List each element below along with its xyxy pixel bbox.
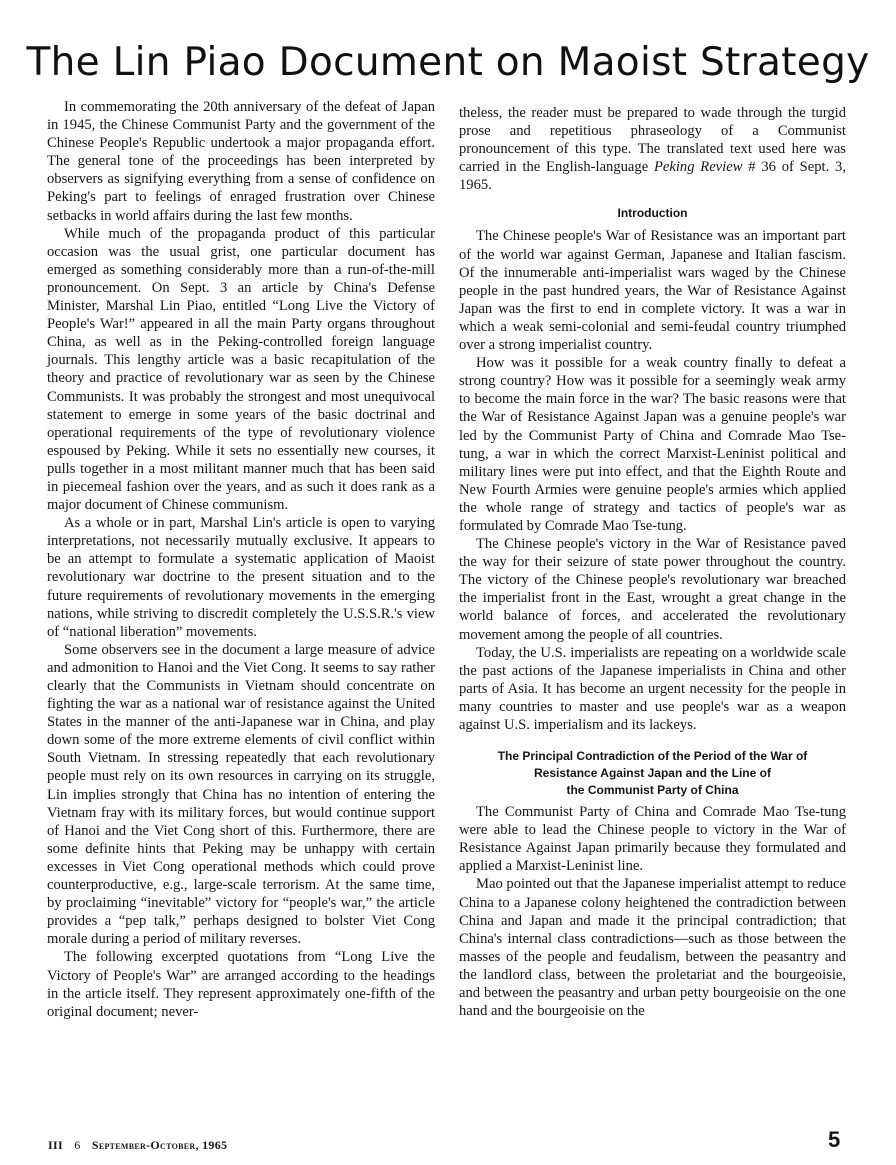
section-heading-principal-contradiction xyxy=(459,748,846,799)
volume-number: III xyxy=(48,1138,63,1152)
source-publication: Peking Review xyxy=(653,159,743,176)
body-paragraph: How was it possible for a weak country finally to defeat a strong country? How was it possible for a seemingly weak army to become the main force in the war? The basic reasons were that the War of Resistance Against Japan was a genuine people's war led by the Communist Party of China and Comrade Mao Tse-tung, a war in which the correct Marxist-Leninist political and military lines were put into effect, and that the Eighth Route and New Fourth Armies were genuine people's armies which applied the whole range of strategy and tactics of people's war as formulated by Comrade Mao Tse-tung. xyxy=(459,355,846,534)
issue-number: 6 xyxy=(74,1138,81,1152)
heading-line: the Communist Party of China xyxy=(566,783,739,798)
continued-paragraph xyxy=(459,104,846,194)
left-column xyxy=(47,98,435,1021)
page-number: 5 xyxy=(828,1127,841,1152)
body-paragraph: The Communist Party of China and Comrade Mao Tse-tung were able to lead the Chinese people to victory in the War of Resistance Against Japan primarily because they formulated and applied a Marxist-Leninist line. xyxy=(459,804,846,875)
article-title: The Lin Piao Document on Maoist Strategy xyxy=(26,40,870,85)
body-paragraph: The Chinese people's victory in the War of Resistance paved the way for their seizure of state power throughout the country. The victory of the Chinese people's revolutionary war breached the imperialist front in the East, wrought a great change in the world balance of forces, and accelerated the revolutionary movement among the people of all countries. xyxy=(459,536,846,643)
body-paragraph: The Chinese people's War of Resistance was an important part of the world war against German, Japanese and Italian fascism. Of the innumerable anti-imperialist wars waged by the Chinese people in the past hundred years, the War of Resistance Against Japan was the first to end in complete victory. It was a war in which a weak semi-colonial and semi-feudal country triumphed over a strong imperialist country. xyxy=(459,228,846,354)
body-paragraph: The following excerpted quotations from “Long Live the Victory of People's War” are arranged according to the headings in the article itself. They represent approximately one-fifth of the original document; never- xyxy=(47,949,435,1020)
issue-date: September-October, 1965 xyxy=(91,1138,228,1152)
body-paragraph: In commemorating the 20th anniversary of the defeat of Japan in 1945, the Chinese Communist Party and the government of the Chinese People's Republic undertook a major propaganda effort. The general tone of the proceedings has been interpreted by observers as signifying everything from a sense of confidence on Peking's part to feelings of enraged frustration over Chinese setbacks in world affairs during the last few months. xyxy=(47,99,435,224)
heading-line: The Principal Contradiction of the Period of the War of xyxy=(497,749,808,764)
source-issue: # 36 of Sept. 3, 1965. xyxy=(459,159,846,194)
body-paragraph: While much of the propaganda product of this particular occasion was the usual grist, one particular document has emerged as something considerably more than a run-of-the-mill pronouncement. On Sept. 3 an article by China's Defense Minister, Marshal Lin Piao, entitled “Long Live the Victory of People's War!” appeared in all the main Party organs throughout China, as well as in the Peking-controlled foreign language journals. This lengthy article was a basic recapitulation of the theory and practice of revolutionary war as seen by the Chinese Communists. It was probably the strongest and most unequivocal statement to emerge in some years of the basic doctrinal and operational requirements of the type of revolutionary violence espoused by Peking. While it sets no essentially new courses, it pulls together in a most militant manner much that has been said in piecemeal fashion over the years, and as such it does rank as a major document of Chinese communism. xyxy=(47,225,435,514)
section-heading-introduction: Introduction xyxy=(617,206,688,221)
body-paragraph: Some observers see in the document a large measure of advice and admonition to Hanoi and the Viet Cong. It seems to say rather clearly that the Communists in Vietnam should concentrate on fighting the war as a national war of resistance against the United States in the manner of the anti-Japanese war in China, and play down some of the more extreme elements of civil conflict within South Vietnam. In stressing repeatedly that each revolutionary people must rely on its own resources in carrying on its struggle, Lin implies strongly that China has no intention of entering the Vietnam fray with its military forces, but would continue support of Hanoi and the Viet Cong short of this. Furthermore, there are some definite hints that Peking may be unhappy with certain excesses in Viet Cong operational methods which could prove counterproductive, e.g., large-scale terrorism. At the same time, by proclaiming “inevitable” victory for “people's war,” the article provides a “pep talk,” perhaps designed to bolster Viet Cong morale during a period of military reverses. xyxy=(47,641,435,948)
heading-line: Resistance Against Japan and the Line of xyxy=(534,766,771,781)
continued-text: theless, the reader must be prepared to wade through the turgid prose and repetitious phraseology of a Communist pronouncement of this type. The translated text used here was carried in the English-language xyxy=(459,105,846,176)
right-column xyxy=(459,104,846,1020)
body-paragraph: Mao pointed out that the Japanese imperialist attempt to reduce China to a Japanese colony heightened the contradiction between China and Japan and made it the principal contradiction; that China's internal class contradictions—such as those between the masses of the people and feudalism, between the peasantry and the landlord class, between the proletariat and the bourgeoisie, and between the peasantry and urban petty bourgeoisie on the one hand and the bourgeoisie on the xyxy=(459,876,847,1020)
footer-issue-info xyxy=(48,1138,227,1153)
body-paragraph: Today, the U.S. imperialists are repeating on a worldwide scale the past actions of the Japanese imperialists in China and other parts of Asia. It has become an urgent necessity for the people in many countries to master and use people's war as a weapon against U.S. imperialism and its lackeys. xyxy=(459,644,846,733)
body-paragraph: As a whole or in part, Marshal Lin's article is open to varying interpretations, not necessarily mutually exclusive. It appears to be an attempt to formulate a systematic application of Maoist revolutionary war doctrine to the present situation and to the future requirements of revolutionary movements in the emerging nations, while striving to discredit completely the U.S.S.R.'s view of “national liberation” movements. xyxy=(47,515,435,640)
